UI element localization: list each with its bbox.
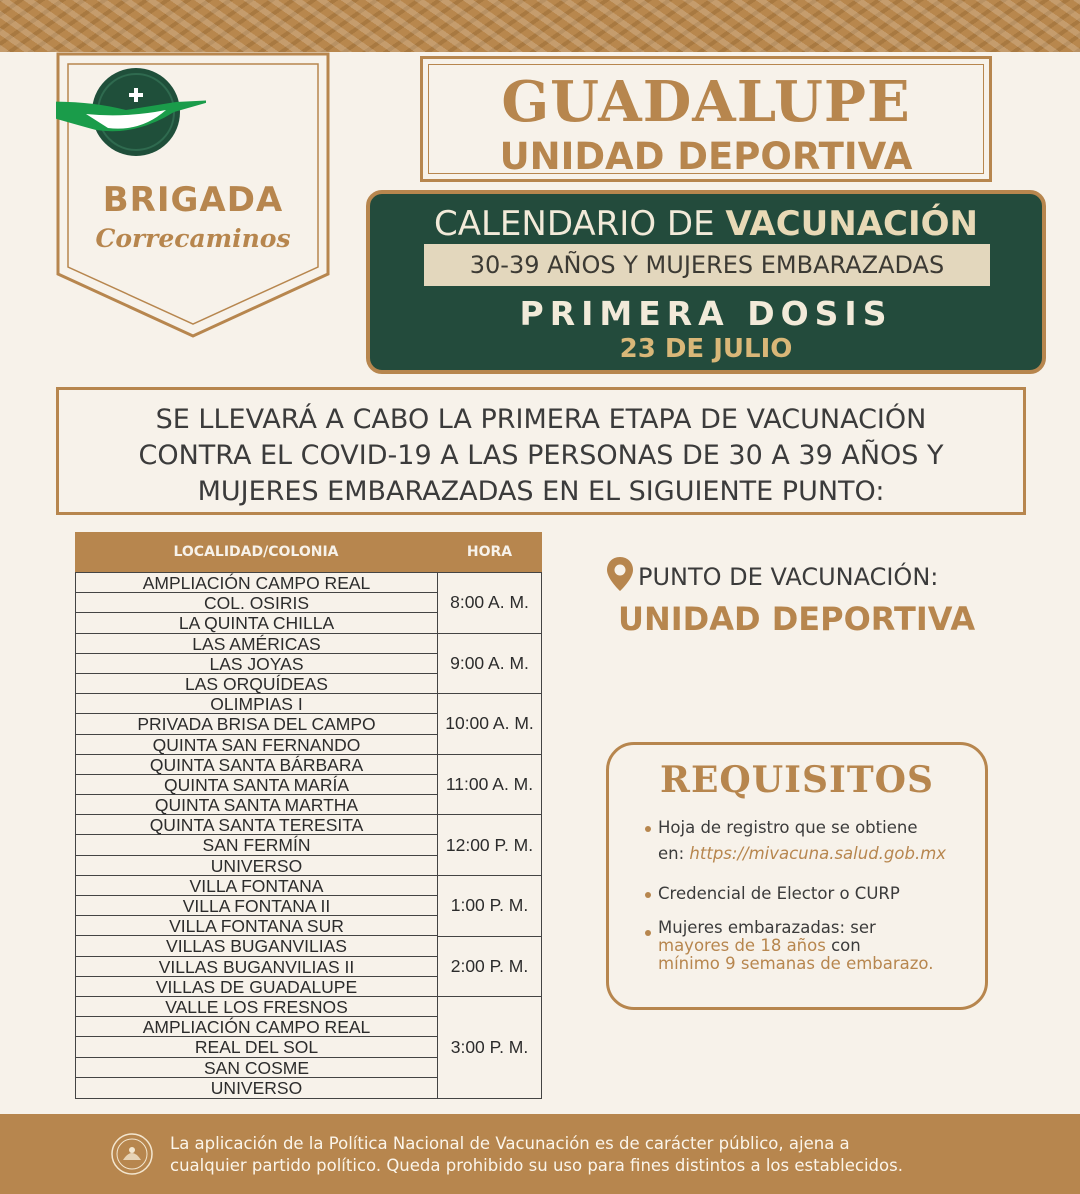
localidad-cell: VILLA FONTANA [76,876,437,896]
vaccination-point-label: PUNTO DE VACUNACIÓN: [638,563,939,591]
requirement-text: Mujeres embarazadas: ser [658,918,876,937]
hora-cell: 2:00 P. M. [438,937,541,998]
localidad-cell: REAL DEL SOL [76,1037,437,1057]
requirement-item [645,919,975,973]
header-hora: HORA [466,544,513,560]
footer-disclaimer [170,1133,1050,1177]
requirement-text: Hoja de registro que se obtiene [658,818,918,837]
localidad-cell: VILLA FONTANA II [76,896,437,916]
decorative-pattern-banner [0,0,1080,52]
localidad-cell: LAS ORQUÍDEAS [76,674,437,694]
brigada-badge [56,52,330,338]
requirement-en: en: [658,844,685,863]
badge-title: BRIGADA [102,180,284,220]
requirements-title: REQUISITOS [660,759,934,801]
localidad-cell: VILLA FONTANA SUR [76,916,437,936]
localidad-cell: VILLAS DE GUADALUPE [76,977,437,997]
vaccination-point-value: UNIDAD DEPORTIVA [618,600,976,638]
footer-line-2: cualquier partido político. Queda prohibido su uso para fines distintos a los establecidos. [170,1156,903,1175]
roadrunner-logo-icon [56,52,206,182]
localidad-cell: UNIVERSO [76,856,437,876]
localidad-cell: VILLAS BUGANVILIAS II [76,957,437,977]
localidad-cell: UNIVERSO [210,1077,303,1098]
location-pin-icon [606,556,634,592]
localidad-column [75,572,438,1099]
announcement-text [59,402,1023,510]
hora-cell: 9:00 A. M. [438,634,541,695]
national-seal-icon [110,1132,154,1176]
requirements-list [645,815,975,973]
calendar-heading [370,204,1042,244]
localidad-cell: AMPLIACIÓN CAMPO REAL [76,1017,437,1037]
localidad-cell: SAN FERMÍN [76,835,437,855]
age-band: 30-39 AÑOS Y MUJERES EMBARAZADAS [424,244,990,286]
announcement-line-1: SE LLEVARÁ A CABO LA PRIMERA ETAPA DE VACUNACIÓN [155,404,927,435]
hora-cell: 8:00 A. M. [438,573,541,634]
badge-subtitle: Correcaminos [95,224,291,253]
localidad-cell: COL. OSIRIS [76,593,437,613]
localidad-cell: LAS AMÉRICAS [76,634,437,654]
hora-column [437,572,542,1099]
requirement-item [645,815,975,867]
hora-cell: 12:00 P. M. [438,815,541,876]
schedule-table [75,532,542,1098]
calendar-highlight: VACUNACIÓN [725,204,978,244]
page-subtitle: UNIDAD DEPORTIVA [499,135,913,178]
hora-cell: 10:00 A. M. [438,694,541,755]
hora-cell: 3:00 P. M. [450,1037,529,1058]
table-header [75,532,542,572]
location-title-box [420,56,992,182]
requirement-item [645,881,975,907]
footer-line-1: La aplicación de la Política Nacional de Vacunación es de carácter público, ajena a [170,1134,850,1153]
announcement-box [56,387,1026,515]
registration-link[interactable]: https://mivacuna.salud.gob.mx [689,844,947,863]
localidad-cell: VALLE LOS FRESNOS [76,997,437,1017]
page-title: GUADALUPE [501,69,911,135]
requirement-highlight: mínimo 9 semanas de embarazo. [658,954,934,973]
announcement-line-2: CONTRA EL COVID-19 A LAS PERSONAS DE 30 A 39 AÑOS Y [138,440,944,471]
calendar-box [366,190,1046,374]
localidad-cell: QUINTA SANTA TERESITA [76,815,437,835]
localidad-cell: LAS JOYAS [76,654,437,674]
hora-cell: 11:00 A. M. [438,755,541,816]
localidad-cell: OLIMPIAS I [76,694,437,714]
footer [0,1114,1080,1194]
requirements-box [606,742,988,1010]
hora-cell: 1:00 P. M. [438,876,541,937]
localidad-cell: PRIVADA BRISA DEL CAMPO [76,714,437,734]
localidad-cell: SAN COSME [76,1058,437,1078]
localidad-cell: VILLAS BUGANVILIAS [76,936,437,956]
header-localidad: LOCALIDAD/COLONIA [173,544,339,560]
localidad-cell: QUINTA SAN FERNANDO [76,735,437,755]
localidad-cell: LA QUINTA CHILLA [76,613,437,633]
localidad-cell: QUINTA SANTA MARTHA [76,795,437,815]
calendar-prefix: CALENDARIO DE [433,204,715,244]
localidad-cell: AMPLIACIÓN CAMPO REAL [76,573,437,593]
dose-date: 23 DE JULIO [619,334,793,364]
dose-label: PRIMERA DOSIS [519,294,893,333]
localidad-cell: QUINTA SANTA MARÍA [76,775,437,795]
requirement-con: con [831,936,861,955]
localidad-cell: QUINTA SANTA BÁRBARA [76,755,437,775]
announcement-line-3: MUJERES EMBARAZADAS EN EL SIGUIENTE PUNTO: [197,476,885,507]
requirement-highlight: mayores de 18 años [658,936,826,955]
requirement-text: Credencial de Elector o CURP [658,884,900,903]
